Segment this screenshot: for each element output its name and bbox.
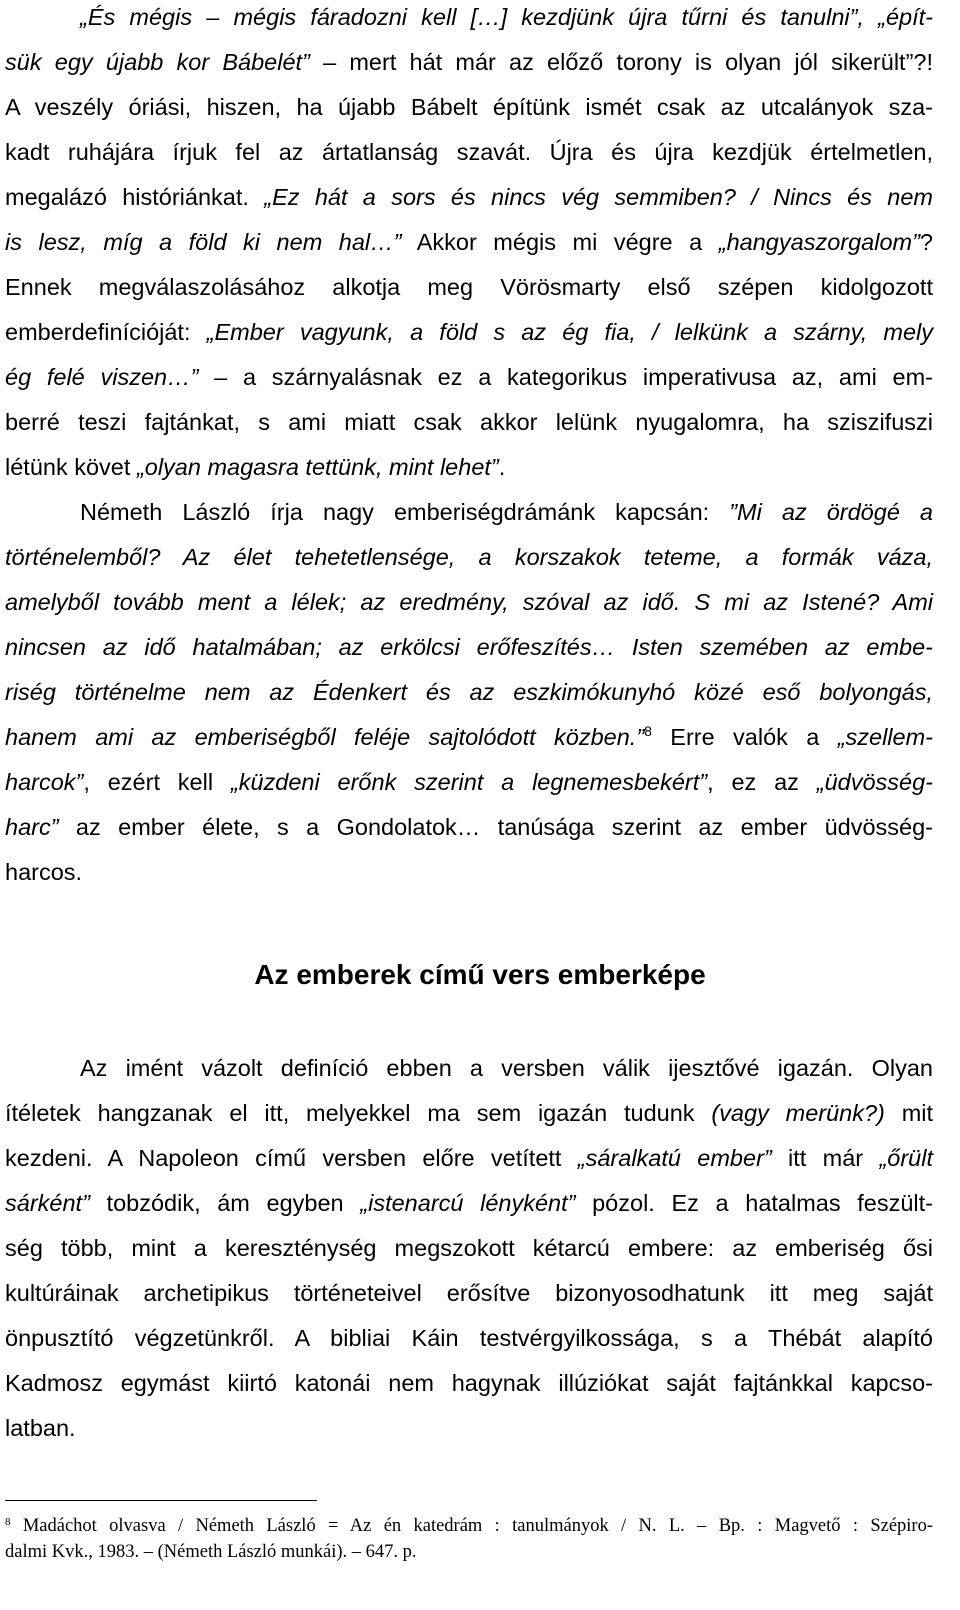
p2-line-7-quote-2: „küzdeni erőnk szerint a legnemesbekért” (230, 769, 708, 795)
p2-line-1-quote: ”Mi az ördögé a (729, 499, 933, 525)
p3-line-3-text-2: itt már (771, 1145, 880, 1171)
p2-line-8-quote: harc” (5, 814, 59, 840)
p1-line-8 (5, 317, 933, 347)
p2-line-6-text: Erre valók a (651, 724, 838, 750)
p2-line-3: amelyből tovább ment a lélek; az eredmény, szóval az idő. S mi az Istené? Ami (5, 589, 933, 615)
p1-line-5-quote: „Ez hát a sors és nincs vég semmiben? / Nincs és nem (264, 184, 934, 210)
footnote-ref-8[interactable]: 8 (644, 723, 652, 739)
p1-line-6 (5, 227, 933, 257)
section-heading: Az emberek című vers emberképe (254, 959, 706, 990)
p2-line-9: harcos. (5, 859, 83, 885)
footnote-line-1 (5, 1514, 933, 1538)
p2-line-6 (5, 722, 933, 752)
p1-line-4: kadt ruhájára írjuk fel az ártatlanság szavát. Újra és újra kezdjük értelmetlen, (5, 139, 933, 165)
footnote-line-2: dalmi Kvk., 1983. – (Németh László munkái). – 647. p. (5, 1542, 417, 1562)
p1-line-11 (5, 452, 933, 482)
p2-line-7-quote-3: „üdvösség- (816, 769, 933, 795)
p2-line-7 (5, 767, 933, 797)
p3-line-4-quote: sárként” (5, 1190, 90, 1216)
p1-line-3: A veszély óriási, hiszen, ha újabb Bábelt építünk ismét csak az utcalányok sza- (5, 94, 933, 120)
p3-line-4 (5, 1188, 933, 1218)
p2-line-7-quote: harcok” (5, 769, 84, 795)
p2-line-4: nincsen az idő hatalmában; az erkölcsi erőfeszítés… Isten szemében az embe- (5, 634, 933, 660)
p2-line-2-quote: történelemből? (5, 544, 161, 570)
p3-line-9: latban. (5, 1415, 76, 1441)
p2-line-7-text-2: , ez az (707, 769, 817, 795)
p3-line-3-quote: „sáralkatú ember” (577, 1145, 772, 1171)
p1-line-11-quote: „olyan magasra tettünk, mint lehet” (136, 454, 499, 480)
p1-line-6-punct: ? (919, 229, 933, 255)
p1-line-5-text: megalázó históriánkat. (5, 184, 265, 210)
p1-line-10: berré teszi fajtánkat, s ami miatt csak akkor lelünk nyugalomra, ha sziszifuszi (5, 409, 933, 435)
p3-line-2-text-2: mit (884, 1100, 934, 1126)
p3-line-4-text-2: pózol. Ez a hatalmas feszült- (575, 1190, 933, 1216)
p1-line-6-quote: is lesz, míg a föld ki nem hal…” (5, 229, 402, 255)
p3-line-2-italic: (vagy merünk?) (711, 1100, 885, 1126)
p3-line-5: ség több, mint a kereszténység megszokott kétarcú embere: az emberiség ősi (5, 1235, 933, 1261)
p2-line-1 (80, 497, 933, 527)
p1-line-1 (5, 2, 933, 32)
p2-line-8 (5, 812, 933, 842)
p1-line-2-text: – mert hát már az előző torony is olyan jól sikerült”?! (309, 49, 933, 75)
footnote-separator (5, 1500, 317, 1501)
p1-line-9-text: – a szárnyalásnak ez a kategorikus imperativusa az, ami em- (198, 364, 933, 390)
p1-line-6-quote-2: „hangyaszorgalom” (718, 229, 920, 255)
p1-line-9 (5, 362, 933, 392)
p2-line-6-quote: hanem ami az emberiségből feléje sajtolódott közben.” (5, 724, 645, 750)
p3-line-3-text: kezdeni. A Napoleon című versben előre vetített (5, 1145, 578, 1171)
p2-line-6-quote-2: „szellem- (837, 724, 933, 750)
p3-line-2 (5, 1098, 933, 1128)
p2-line-1-text: Németh László írja nagy emberiségdrámánk kapcsán: (80, 499, 730, 525)
p3-line-4-quote-2: „istenarcú lényként” (360, 1190, 576, 1216)
p3-line-8: Kadmosz egymást kiirtó katonái nem hagynak illúziókat saját fajtánkkal kapcso- (5, 1370, 933, 1396)
p3-line-4-text: tobzódik, ám egyben (89, 1190, 361, 1216)
p3-line-2-text: ítéletek hangzanak el itt, melyekkel ma sem igazán tudunk (5, 1100, 712, 1126)
p1-line-7: Ennek megválaszolásához alkotja meg Vörösmarty első szépen kidolgozott (5, 274, 933, 300)
p3-line-3 (5, 1143, 933, 1173)
p2-line-2 (5, 542, 933, 572)
p3-line-3-quote-2: „őrült (879, 1145, 933, 1171)
p2-line-5: riség történelme nem az Édenkert és az eszkimókunyhó közé eső bolyongás, (5, 679, 933, 705)
p1-line-11-punct: . (498, 454, 506, 480)
p1-line-9-quote: ég felé viszen…” (5, 364, 199, 390)
p1-line-2 (5, 47, 933, 77)
footnote-text-1: Madáchot olvasva / Németh László = Az én katedrám : tanulmányok / N. L. – Bp. : Magvető : Szépiro- (10, 1516, 933, 1536)
p1-line-8-quote: „Ember vagyunk, a föld s az ég fia, / lelkünk a szárny, mely (206, 319, 933, 345)
p2-line-7-text: , ezért kell (83, 769, 231, 795)
p1-line-5 (5, 182, 933, 212)
p1-line-1-text: „És mégis – mégis fáradozni kell […] kezdjünk újra tűrni és tanulni”, „épít- (80, 4, 933, 30)
p2-line-8-text: az ember élete, s a Gondolatok… tanúsága szerint az ember üdvösség- (58, 814, 933, 840)
p1-line-11-text: létünk követ (5, 454, 137, 480)
p3-line-6: kultúráinak archetipikus történeteivel erősítve bizonyosodhatunk itt meg saját (5, 1280, 933, 1306)
p3-line-1: Az imént vázolt definíció ebben a versben válik ijesztővé igazán. Olyan (80, 1055, 933, 1081)
p1-line-6-text: Akkor mégis mi végre a (401, 229, 719, 255)
footnote-number: 8 (5, 1516, 11, 1528)
p2-line-2-quote-2: Az élet tehetetlensége, a korszakok teteme, a formák váza, (160, 544, 933, 570)
p1-line-8-text: emberdefinícióját: (5, 319, 207, 345)
p3-line-7: önpusztító végzetünkről. A bibliai Káin testvérgyilkossága, s a Thébát alapító (5, 1325, 933, 1351)
p1-line-2-quote: sük egy újabb kor Bábelét” (5, 49, 310, 75)
